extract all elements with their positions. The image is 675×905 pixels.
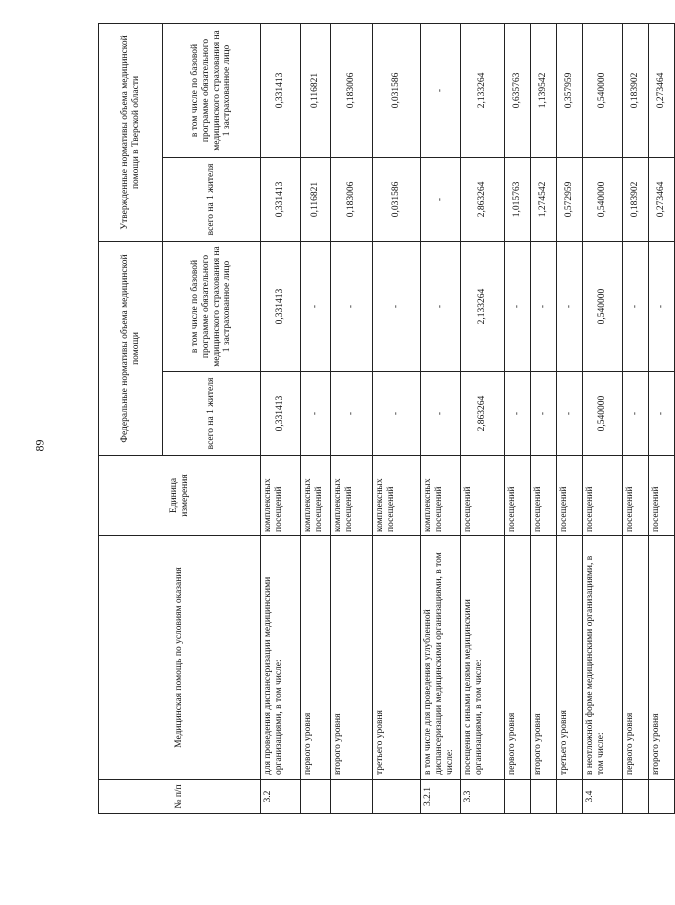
approved-per-resident-cell: 2,863264 [461,157,505,241]
header-approved-norms: Утвержденные нормативы объема медицинской помощи в Тверской области [99,23,163,241]
approved-per-resident-cell: 0,183006 [331,157,373,241]
header-care-conditions: Медицинская помощь по условиям оказания [99,536,261,780]
approved-per-resident-cell: 0,273464 [649,157,675,241]
federal-per-resident-cell: - [557,372,583,456]
federal-per-resident-cell: - [623,372,649,456]
header-approved-per-insured: в том числе по базовой программе обязательного медицинского страхования на 1 застрахованное лицо [163,23,261,157]
federal-per-insured-cell: 0,540000 [583,241,623,371]
table-row [421,23,461,813]
table-row [583,23,623,813]
approved-per-insured-cell: 0,116821 [301,23,331,157]
care-type-cell: в неотложной форме медицинскими организациями, в том числе: [583,536,623,780]
unit-cell: посещений [505,456,531,536]
approved-per-resident-cell: 0,183902 [623,157,649,241]
approved-per-insured-cell: 0,635763 [505,23,531,157]
approved-per-resident-cell: 1,274542 [531,157,557,241]
care-type-cell: посещения с иными целями медицинскими организациями, в том числе: [461,536,505,780]
federal-per-resident-cell: 0,540000 [583,372,623,456]
table-body [261,23,675,813]
care-type-cell: третьего уровня [557,536,583,780]
table-row [531,23,557,813]
row-number [301,780,331,814]
approved-per-insured-cell: 0,183006 [331,23,373,157]
care-type-cell: первого уровня [623,536,649,780]
approved-per-resident-cell: 0,116821 [301,157,331,241]
table-row [261,23,301,813]
approved-per-insured-cell: 0,357959 [557,23,583,157]
approved-per-insured-cell: 0,183902 [623,23,649,157]
federal-per-resident-cell: - [649,372,675,456]
care-type-cell: третьего уровня [373,536,421,780]
federal-per-insured-cell: 2,133264 [461,241,505,371]
care-type-cell: второго уровня [649,536,675,780]
federal-per-resident-cell: 0,331413 [261,372,301,456]
unit-cell: комплексных посещений [261,456,301,536]
federal-per-insured-cell: 0,331413 [261,241,301,371]
federal-per-resident-cell: - [421,372,461,456]
care-type-cell: первого уровня [301,536,331,780]
header-num: № п/п [99,780,261,814]
header-federal-norms: Федеральные нормативы объема медицинской помощи [99,241,163,455]
care-type-cell: второго уровня [531,536,557,780]
medical-care-volume-table [98,23,675,814]
approved-per-resident-cell: 0,331413 [261,157,301,241]
federal-per-resident-cell: - [505,372,531,456]
row-number [557,780,583,814]
care-type-cell: в том числе для проведения углубленной диспансеризации медицинскими организациями, в том числе: [421,536,461,780]
approved-per-resident-cell: 0,572959 [557,157,583,241]
federal-per-insured-cell: - [421,241,461,371]
federal-per-insured-cell: - [331,241,373,371]
unit-cell: комплексных посещений [421,456,461,536]
approved-per-insured-cell: 2,133264 [461,23,505,157]
row-number: 3.2 [261,780,301,814]
federal-per-insured-cell: - [623,241,649,371]
header-unit: Единица измерения [99,456,261,536]
table-row [461,23,505,813]
approved-per-insured-cell: 0,273464 [649,23,675,157]
row-number [649,780,675,814]
federal-per-resident-cell: - [373,372,421,456]
row-number: 3.2.1 [421,780,461,814]
unit-cell: посещений [583,456,623,536]
table-row [301,23,331,813]
federal-per-insured-cell: - [557,241,583,371]
approved-per-resident-cell: - [421,157,461,241]
table-row [331,23,373,813]
row-number [331,780,373,814]
federal-per-insured-cell: - [531,241,557,371]
care-type-cell: первого уровня [505,536,531,780]
page-number: 89 [32,439,47,452]
unit-cell: посещений [461,456,505,536]
table-row [373,23,421,813]
approved-per-insured-cell: - [421,23,461,157]
rotated-table-sheet [98,24,667,814]
table-row [623,23,649,813]
federal-per-resident-cell: - [331,372,373,456]
federal-per-insured-cell: - [301,241,331,371]
unit-cell: комплексных посещений [301,456,331,536]
unit-cell: посещений [623,456,649,536]
unit-cell: комплексных посещений [373,456,421,536]
header-federal-per-resident: всего на 1 жителя [163,372,261,456]
federal-per-resident-cell: 2,863264 [461,372,505,456]
row-number: 3.4 [583,780,623,814]
row-number [623,780,649,814]
row-number [531,780,557,814]
federal-per-resident-cell: - [301,372,331,456]
care-type-cell: для проведения диспансеризации медицинскими организациями, в том числе: [261,536,301,780]
federal-per-insured-cell: - [373,241,421,371]
header-approved-per-resident: всего на 1 жителя [163,157,261,241]
federal-per-insured-cell: - [505,241,531,371]
unit-cell: посещений [649,456,675,536]
row-number: 3.3 [461,780,505,814]
unit-cell: посещений [531,456,557,536]
approved-per-resident-cell: 0,031586 [373,157,421,241]
approved-per-insured-cell: 0,031586 [373,23,421,157]
header-federal-per-insured: в том числе по базовой программе обязательного медицинского страхования на 1 застрахованное лицо [163,241,261,371]
unit-cell: посещений [557,456,583,536]
approved-per-resident-cell: 1,015763 [505,157,531,241]
unit-cell: комплексных посещений [331,456,373,536]
table-row [505,23,531,813]
federal-per-resident-cell: - [531,372,557,456]
table-row [649,23,675,813]
approved-per-resident-cell: 0,540000 [583,157,623,241]
approved-per-insured-cell: 1,139542 [531,23,557,157]
care-type-cell: второго уровня [331,536,373,780]
row-number [505,780,531,814]
approved-per-insured-cell: 0,331413 [261,23,301,157]
row-number [373,780,421,814]
approved-per-insured-cell: 0,540000 [583,23,623,157]
federal-per-insured-cell: - [649,241,675,371]
table-row [557,23,583,813]
